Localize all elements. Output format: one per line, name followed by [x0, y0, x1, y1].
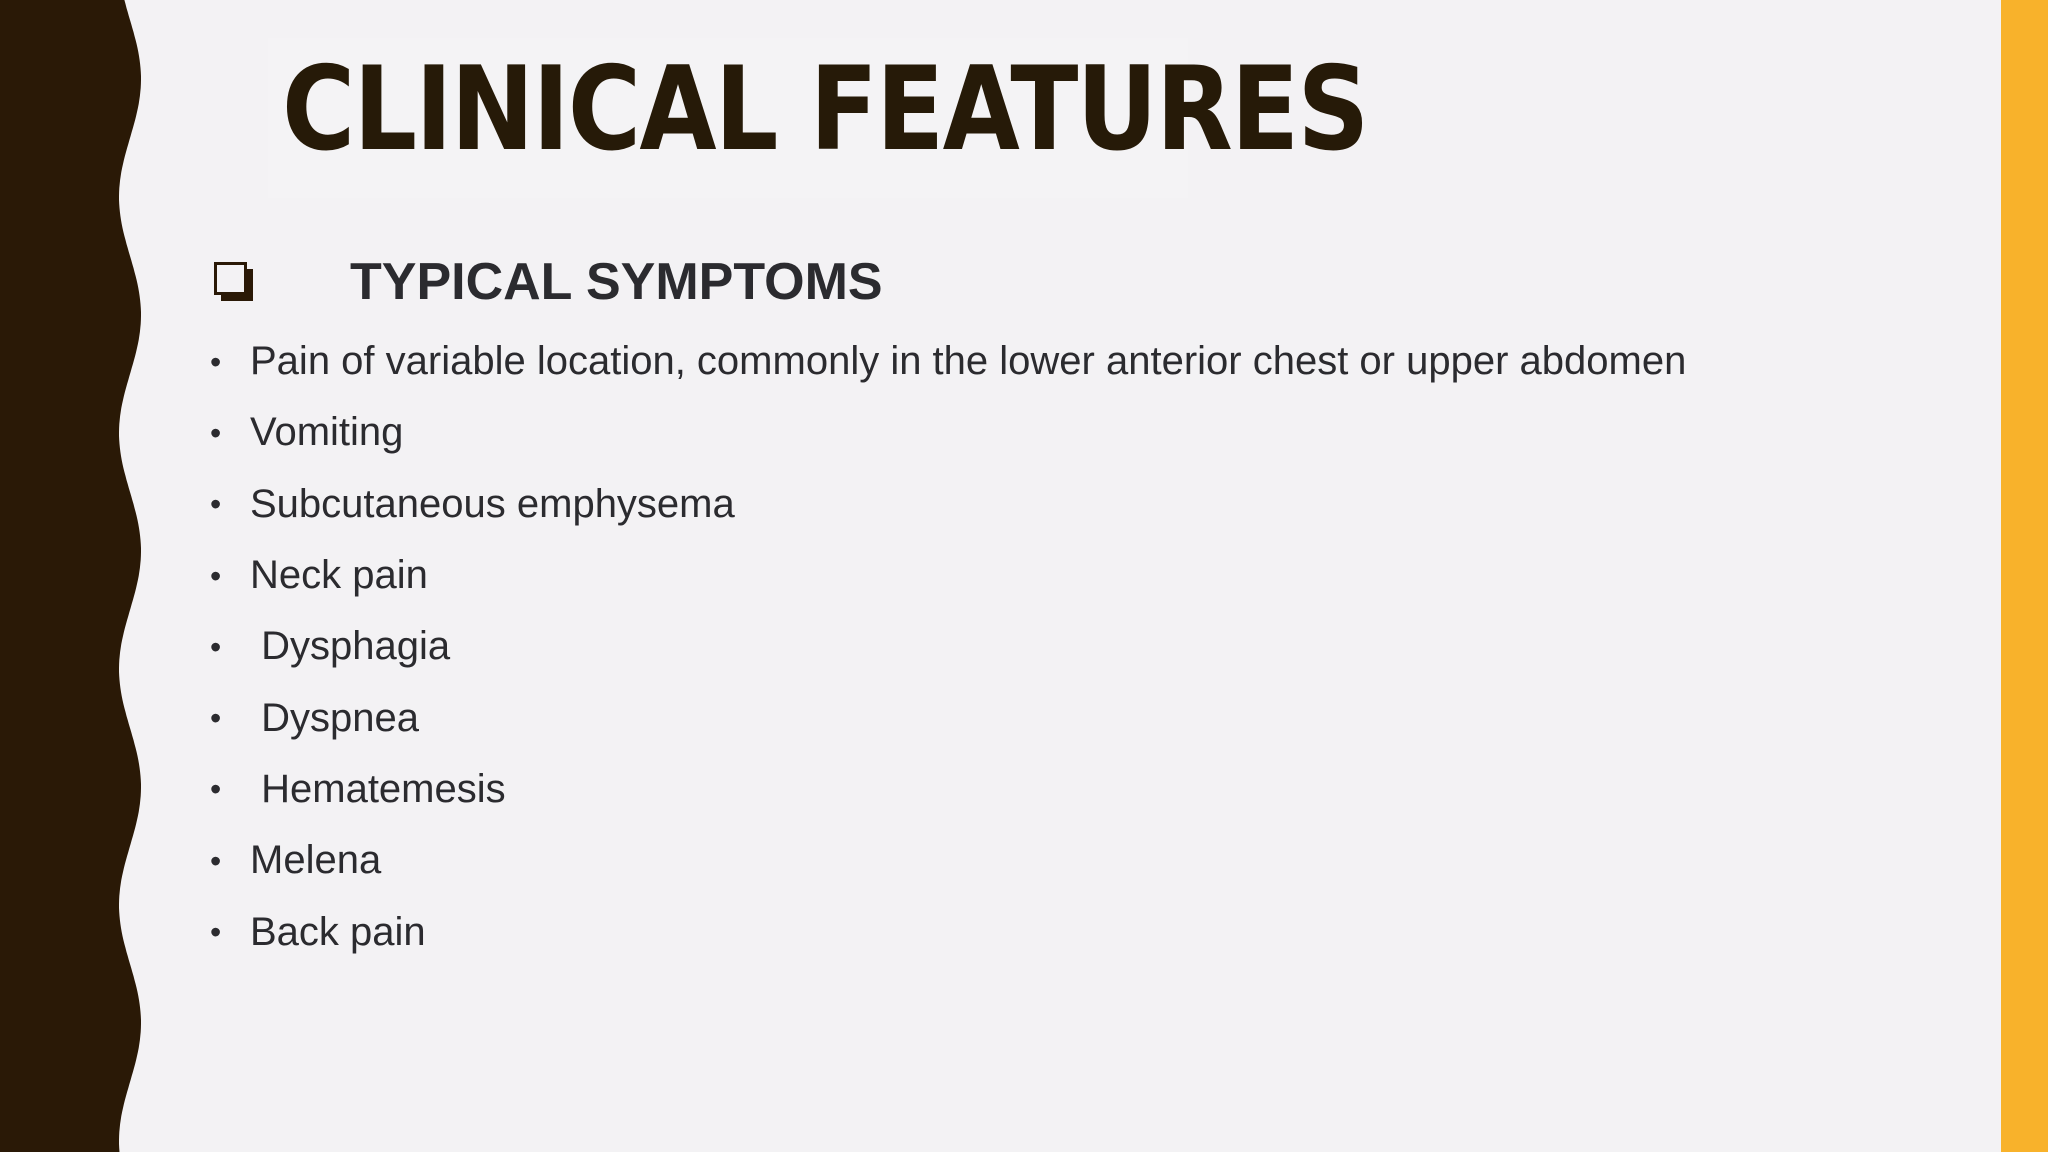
- list-item: [210, 326, 1686, 397]
- symptom-text: Pain of variable location, commonly in the lower anterior chest or upper abdomen: [250, 339, 1687, 384]
- checkbox-icon: [214, 262, 254, 302]
- right-accent-bar: [2001, 0, 2048, 1152]
- symptom-text: Neck pain: [250, 553, 428, 598]
- list-item: [210, 682, 1686, 753]
- symptom-text: Dyspnea: [250, 695, 419, 740]
- symptom-text: Melena: [250, 838, 382, 883]
- symptom-list: [210, 326, 1686, 968]
- list-item: [210, 397, 1686, 468]
- symptom-text: Subcutaneous emphysema: [250, 481, 735, 526]
- list-item: [210, 825, 1686, 896]
- bullet-icon: •: [210, 700, 222, 737]
- list-item: [210, 469, 1686, 540]
- wavy-left-band: [0, 0, 160, 1152]
- bullet-icon: •: [210, 914, 222, 951]
- bullet-icon: •: [210, 557, 222, 594]
- list-item: [210, 896, 1686, 967]
- bullet-icon: •: [210, 842, 222, 879]
- section-heading-text: TYPICAL SYMPTOMS: [350, 253, 883, 311]
- bullet-icon: •: [210, 628, 222, 665]
- section-heading: [214, 252, 883, 312]
- symptom-text: Dysphagia: [250, 624, 451, 669]
- symptom-text: Hematemesis: [250, 766, 506, 811]
- slide-title: CLINICAL FEATURES: [282, 42, 1368, 177]
- symptom-text: Vomiting: [250, 410, 404, 455]
- list-item: [210, 611, 1686, 682]
- bullet-icon: •: [210, 343, 222, 380]
- symptom-text: Back pain: [250, 909, 426, 954]
- bullet-icon: •: [210, 486, 222, 523]
- bullet-icon: •: [210, 414, 222, 451]
- list-item: [210, 540, 1686, 611]
- bullet-icon: •: [210, 771, 222, 808]
- list-item: [210, 754, 1686, 825]
